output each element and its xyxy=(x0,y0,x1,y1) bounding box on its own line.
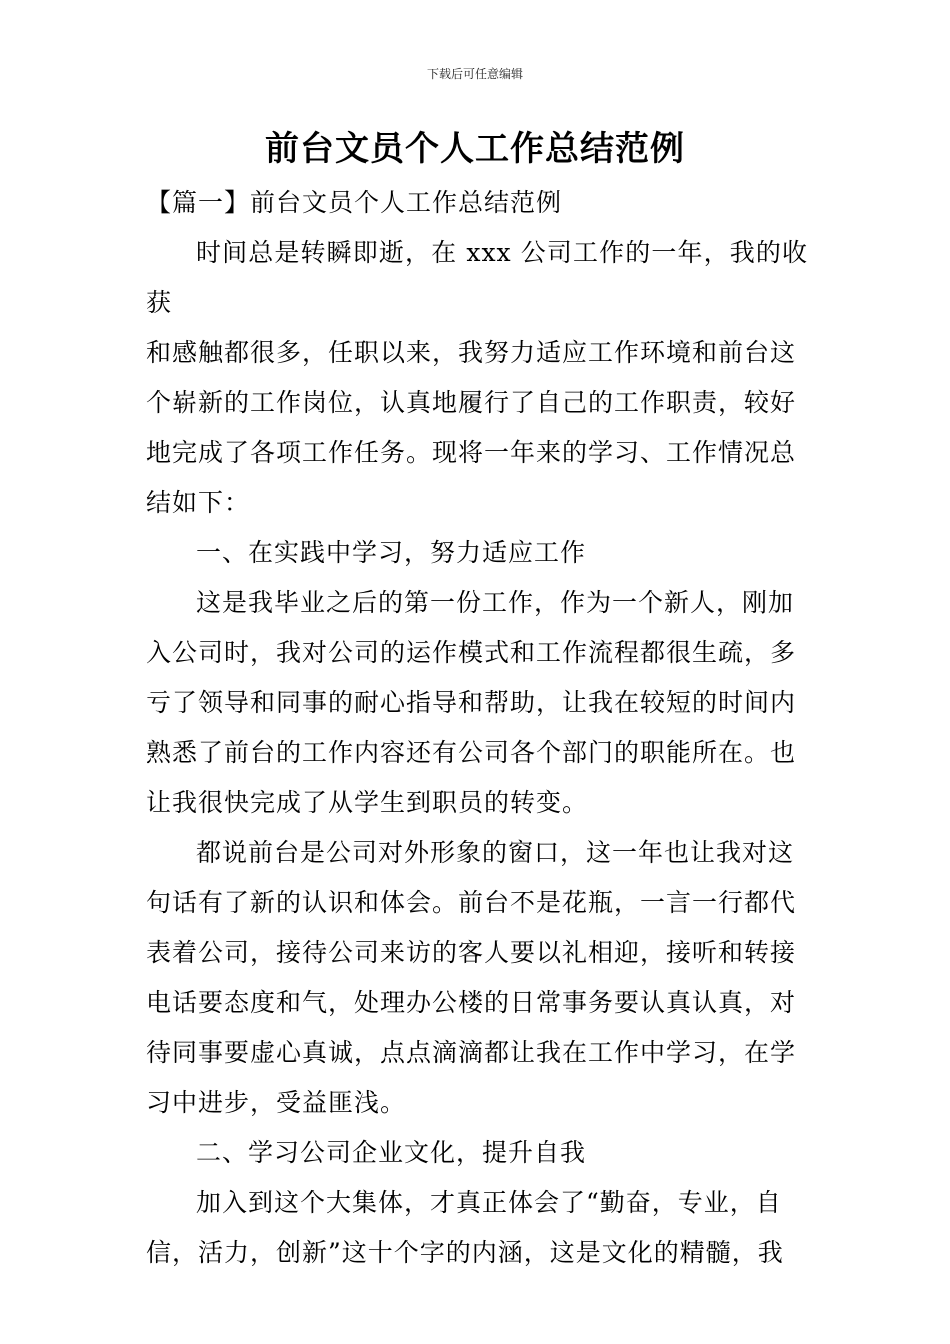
section-heading-2: 二、学习公司企业文化，提升自我 xyxy=(196,1138,587,1167)
header-note: 下载后可任意编辑 xyxy=(426,67,523,81)
document-title: 前台文员个人工作总结范例 xyxy=(265,129,685,169)
paragraph-first-job: 这是我毕业之后的第一份工作，作为一个新人，刚加 入公司时，我对公司的运作模式和工作流程都很生疏，多 亏了领导和同事的耐心指导和帮助，让我在较短的时间内 熟悉了前台的工作内容还有公司各个部门的职能所在。也 让我很快完成了从学生到职员的转变。 xyxy=(146,588,797,817)
paragraph-corporate-culture: 加入到这个大集体，才真正体会了“勤奋，专业，自 信，活力，创新”这十个字的内涵，这是文化的精髓，我 xyxy=(146,1188,784,1267)
document-body xyxy=(146,178,808,1278)
section-heading-part-one: 【篇一】前台文员个人工作总结范例 xyxy=(146,188,563,217)
section-heading-1: 一、在实践中学习，努力适应工作 xyxy=(196,538,587,567)
paragraph-intro: 时间总是转瞬即逝，在 xxx 公司工作的一年，我的收获 和感触都很多，任职以来，我努力适应工作环境和前台这 个崭新的工作岗位，认真地履行了自己的工作职责，较好 地完成了各项工作任务。现将一年来的学习、工作情况总 结如下： xyxy=(146,238,808,517)
paragraph-front-desk-window: 都说前台是公司对外形象的窗口，这一年也让我对这 句话有了新的认识和体会。前台不是花瓶，一言一行都代 表着公司，接待公司来访的客人要以礼相迎，接听和转接 电话要态度和气，处理办公楼的日常事务要认真认真，对 待同事要虚心真诚，点点滴滴都让我在工作中学习，在学 习中进步，受益匪浅。 xyxy=(146,838,797,1117)
